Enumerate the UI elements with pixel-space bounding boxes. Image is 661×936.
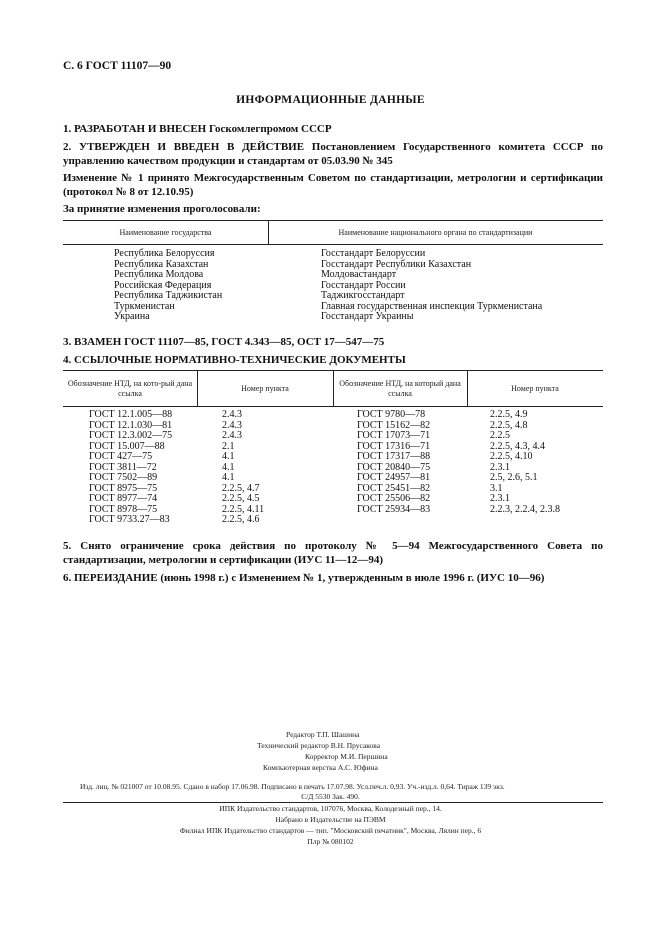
imprint-line: Изд. лиц. № 021007 от 10.08.95. Сдано в набор 17.06.98. Подписано в печать 17.07.98. Усл.печ.л. 0,93. Уч.-изд.л. 0,64. Тираж 139 экз. [80,782,505,791]
refs-divider-2 [333,370,334,406]
refs-left-doc: ГОСТ 3811—72 [89,461,157,473]
refs-right-doc: ГОСТ 17073—71 [357,430,431,441]
refs-right-doc: ГОСТ 17316—71 [357,440,431,452]
refs-right-point: 2.3.1 [490,493,510,504]
refs-left-doc: ГОСТ 12.3.002—75 [89,430,173,441]
refs-left-docs [89,410,172,526]
refs-left-points [222,410,264,526]
refs-left-point: 2.2.5, 4.5 [222,493,260,504]
item-6: 6. ПЕРЕИЗДАНИЕ (июнь 1998 г.) с Изменением № 1, утвержденным в июле 1996 г. (ИУС 10—96) [63,572,545,584]
imprint-line-2: С/Д 5530 Зак. 490. [301,792,360,801]
refs-left-point: 2.2.5, 4.11 [222,503,265,515]
voting-table-top-rule [63,220,603,221]
refs-right-point: 2.3.1 [490,461,510,473]
refs-h2: Номер пункта [241,384,289,393]
voting-col-state-header: Наименование государства [119,228,212,237]
refs-right-points [490,410,560,515]
publisher-line-4: Плр № 080102 [307,837,354,846]
refs-left-point: 2.4.3 [222,409,242,420]
page-title: ИНФОРМАЦИОННЫЕ ДАННЫЕ [236,94,425,106]
refs-right-point: 2.2.3, 2.2.4, 2.3.8 [490,503,560,515]
voting-state-item: Туркменистан [114,300,175,312]
voting-state-item: Республика Казахстан [114,258,209,270]
voting-body-item: Госстандарт Республики Казахстан [321,258,472,270]
imprint-rule [63,802,603,803]
voting-state-item: Республика Таджикистан [114,290,223,301]
refs-left-point: 4.1 [222,461,235,473]
refs-left-doc: ГОСТ 8975—75 [89,482,158,494]
refs-right-doc: ГОСТ 9780—78 [357,409,426,420]
refs-table-header-rule [63,406,603,407]
publisher-line-3: Филиал ИПК Издательство стандартов — тип. "Московский печатник", Москва, Лялин пер., 6 [179,826,482,835]
refs-right-point: 2.5, 2.6, 5.1 [490,472,538,483]
voting-bodies-list [321,249,542,323]
item-3: 3. ВЗАМЕН ГОСТ 11107—85, ГОСТ 4.343—85, ОСТ 17—547—75 [63,336,385,348]
refs-left-point: 2.4.3 [222,419,242,431]
voting-table-header-rule [63,244,603,245]
refs-right-doc: ГОСТ 17317—88 [357,451,431,462]
refs-right-doc: ГОСТ 25506—82 [357,493,431,504]
refs-right-docs [357,410,430,515]
refs-left-point: 2.4.3 [222,430,242,441]
refs-left-doc: ГОСТ 427—75 [89,451,153,462]
refs-left-point: 4.1 [222,451,235,462]
refs-right-point: 2.2.5 [490,430,510,441]
refs-right-point: 2.2.5, 4.9 [490,409,528,420]
voting-body-item: Госстандарт Белоруссии [321,248,426,259]
refs-right-doc: ГОСТ 25934—83 [357,503,431,515]
refs-right-doc: ГОСТ 20840—75 [357,461,431,473]
voting-body-item: Госстандарт России [321,279,406,291]
refs-left-point: 4.1 [222,472,235,483]
item-4: 4. ССЫЛОЧНЫЕ НОРМАТИВНО-ТЕХНИЧЕСКИЕ ДОКУМЕНТЫ [63,354,406,366]
item-2 [63,140,603,168]
refs-right-point: 3.1 [490,482,503,494]
credit-corrector: Корректор М.И. Першина [305,752,388,761]
publisher-line-2: Набрано в Издательстве на ПЭВМ [275,815,386,824]
refs-left-doc: ГОСТ 8978—75 [89,503,158,515]
refs-right-doc: ГОСТ 25451—82 [357,482,431,494]
refs-left-doc: ГОСТ 9733.27—83 [89,514,170,525]
voted-heading: За принятие изменения проголосовали: [63,203,261,215]
refs-h3: Обозначение НТД, на который дана ссылка [339,379,461,398]
refs-right-doc: ГОСТ 24957—81 [357,472,431,483]
refs-left-doc: ГОСТ 12.1.030—81 [89,419,173,431]
credit-editor: Редактор Т.П. Шашина [286,730,360,739]
page-header: С. 6 ГОСТ 11107—90 [63,60,172,72]
item-5: 5. Снято ограничение срока действия по протоколу № 5—94 Межгосударственного Совета по стандартизации, метрологии и сертификации (ИУС 11—12—94) [63,540,603,566]
voting-state-item: Российская Федерация [114,279,212,291]
voting-body-item: Главная государственная инспекция Туркменистана [321,300,543,312]
refs-left-doc: ГОСТ 12.1.005—88 [89,409,173,420]
amendment-note: Изменение № 1 принято Межгосударственным Советом по стандартизации, метрологии и сертификации (протокол № 8 от 12.10.95) [63,172,603,198]
voting-state-item: Республика Молдова [114,269,204,280]
refs-left-point: 2.2.5, 4.6 [222,514,260,525]
refs-left-doc: ГОСТ 15.007—88 [89,440,165,452]
voting-body-item: Госстандарт Украины [321,311,414,322]
refs-h1: Обозначение НТД, на кото-рый дана ссылка [67,379,193,398]
refs-left-point: 2.1 [222,440,235,452]
refs-right-point: 2.2.5, 4.8 [490,419,528,431]
voting-body-item: Молдовастандарт [321,269,397,280]
voting-col-body-header: Наименование национального органа по стандартизации [338,228,533,237]
credit-layout: Компьютерная верстка А.С. Юфина [263,763,378,772]
publisher-line-1: ИПК Издательство стандартов, 107076, Москва, Колодезный пер., 14. [219,804,442,813]
refs-h4: Номер пункта [511,384,559,393]
item-2-text: 2. УТВЕРЖДЕН И ВВЕДЕН В ДЕЙСТВИЕ Постановлением Государственного комитета СССР по управлению качеством продукции и стандартам от 05.03.90 № 345 [63,141,603,167]
refs-right-doc: ГОСТ 15162—82 [357,419,431,431]
refs-left-doc: ГОСТ 8977—74 [89,493,158,504]
voting-body-item: Таджикгосстандарт [321,290,405,301]
voting-state-item: Республика Белоруссия [114,248,215,259]
item-1: 1. РАЗРАБОТАН И ВНЕСЕН Госкомлегпромом СССР [63,123,332,135]
refs-right-point: 2.2.5, 4.3, 4.4 [490,440,545,452]
refs-right-point: 2.2.5, 4.10 [490,451,533,462]
refs-left-doc: ГОСТ 7502—89 [89,472,158,483]
refs-left-point: 2.2.5, 4.7 [222,482,260,494]
credit-tech-editor: Технический редактор В.Н. Прусакова [257,741,381,750]
voting-state-item: Украина [114,311,150,322]
voting-states-list [114,249,222,323]
